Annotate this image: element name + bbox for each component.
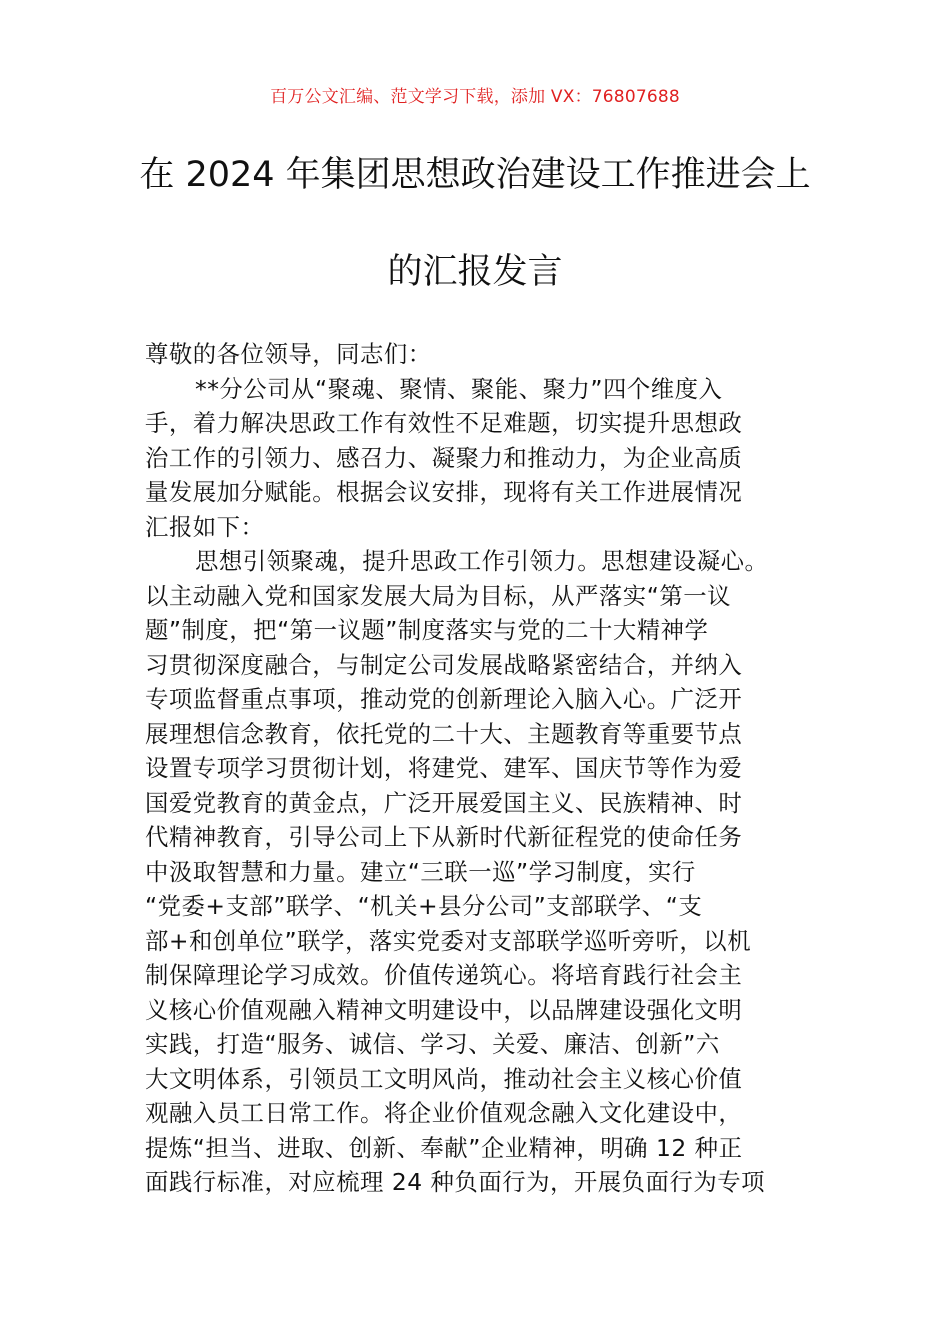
paragraph-line: 实践，打造“服务、诚信、学习、关爱、廉洁、创新”六	[145, 1030, 720, 1058]
paragraph-line: 思想引领聚魂，提升思政工作引领力。思想建设凝心。	[195, 547, 769, 575]
paragraph-ideology	[145, 544, 835, 1200]
paragraph-line: 观融入员工日常工作。将企业价值观念融入文化建设中，	[145, 1099, 743, 1127]
paragraph-line: 制保障理论学习成效。价值传递筑心。将培育践行社会主	[145, 961, 743, 989]
paragraph-line: 量发展加分赋能。根据会议安排，现将有关工作进展情况	[145, 478, 743, 506]
paragraph-line: 面践行标准，对应梳理 24 种负面行为，开展负面行为专项	[145, 1168, 766, 1196]
watermark-header: 百万公文汇编、范文学习下载，添加 VX：76807688	[270, 87, 680, 107]
paragraph-line: 部+和创单位”联学，落实党委对支部联学巡听旁听，以机	[145, 926, 752, 955]
document-title-line-2: 的汇报发言	[387, 252, 563, 292]
paragraph-line: 习贯彻深度融合，与制定公司发展战略紧密结合，并纳入	[145, 650, 743, 679]
salutation: 尊敬的各位领导，同志们：	[145, 340, 432, 368]
paragraph-line: 提炼“担当、进取、创新、奉献”企业精神，明确 12 种正	[145, 1133, 743, 1162]
paragraph-line: 大文明体系，引领员工文明风尚，推动社会主义核心价值	[145, 1064, 743, 1093]
paragraph-line: 汇报如下：	[145, 512, 265, 541]
paragraph-line: **分公司从“聚魂、聚情、聚能、聚力”四个维度入	[195, 374, 723, 403]
document-title-line-1: 在 2024 年集团思想政治建设工作推进会上	[139, 155, 811, 195]
paragraph-line: 以主动融入党和国家发展大局为目标，从严落实“第一议	[145, 581, 731, 610]
paragraph-line: 治工作的引领力、感召力、凝聚力和推动力，为企业高质	[145, 443, 743, 472]
paragraph-line: 展理想信念教育，依托党的二十大、主题教育等重要节点	[145, 719, 743, 748]
paragraph-line: 代精神教育，引导公司上下从新时代新征程党的使命任务	[145, 823, 743, 851]
document-body	[145, 337, 835, 1200]
paragraph-line: 题”制度，把“第一议题”制度落实与党的二十大精神学	[145, 616, 709, 644]
paragraph-intro	[145, 372, 835, 545]
paragraph-line: 国爱党教育的黄金点，广泛开展爱国主义、民族精神、时	[145, 788, 743, 817]
paragraph-line: 专项监督重点事项，推动党的创新理论入脑入心。广泛开	[145, 685, 743, 713]
paragraph-line: 手，着力解决思政工作有效性不足难题，切实提升思想政	[145, 409, 743, 437]
paragraph-line: 义核心价值观融入精神文明建设中，以品牌建设强化文明	[145, 995, 743, 1024]
paragraph-line: “党委+支部”联学、“机关+县分公司”支部联学、“支	[145, 892, 703, 920]
paragraph-line: 中汲取智慧和力量。建立“三联一巡”学习制度，实行	[145, 857, 696, 886]
paragraph-line: 设置专项学习贯彻计划，将建党、建军、国庆节等作为爱	[145, 754, 743, 782]
